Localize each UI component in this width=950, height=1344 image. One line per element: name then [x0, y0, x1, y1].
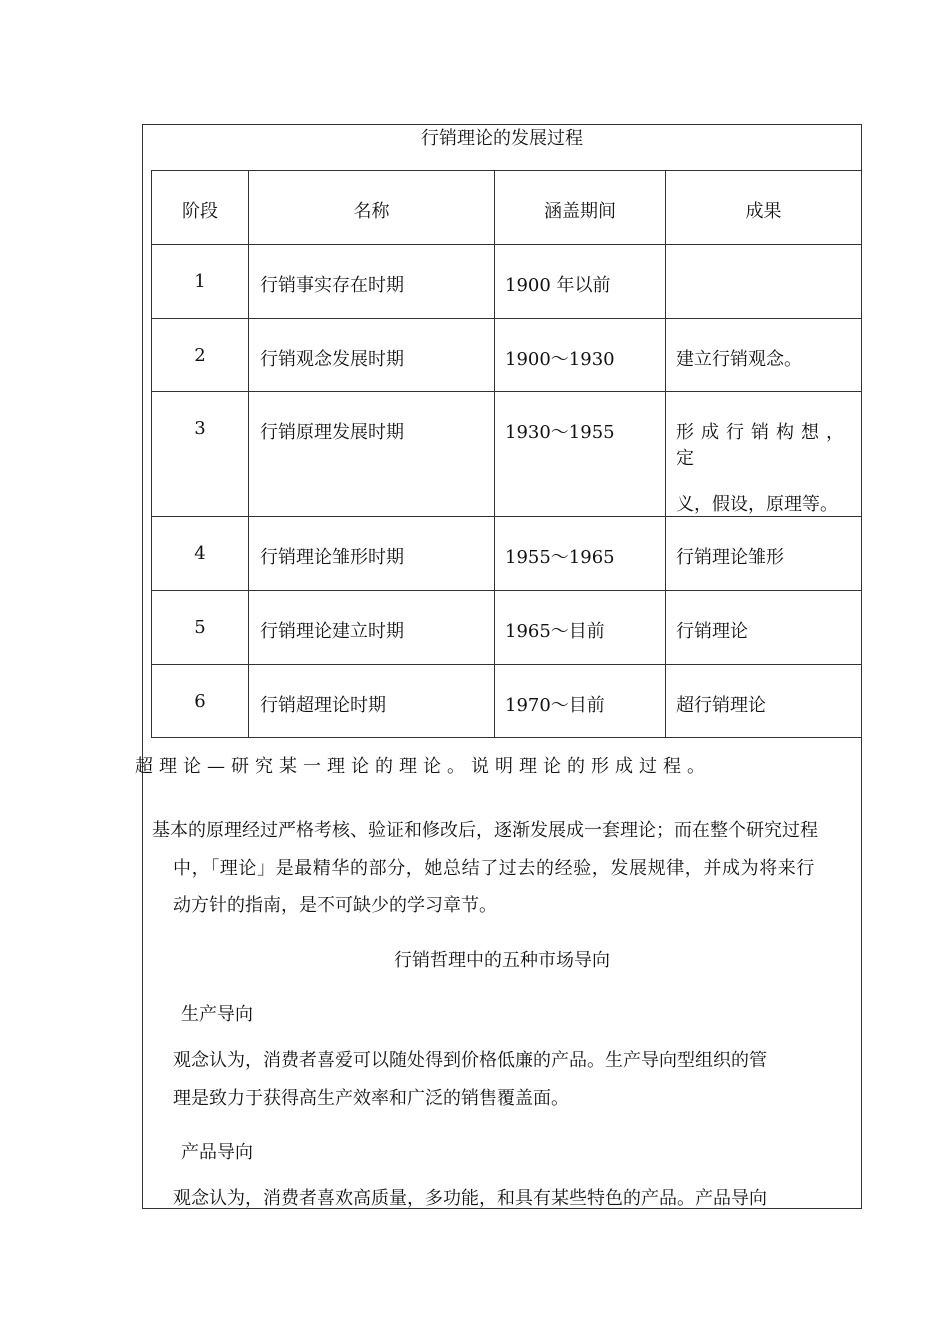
production-heading: 生产导向	[181, 1004, 253, 1025]
table-row	[152, 319, 862, 392]
production-line-2: 理是致力于获得高生产效率和广泛的销售覆盖面。	[173, 1088, 569, 1109]
table-header-row	[152, 171, 862, 245]
stage-cell: 3	[194, 418, 206, 439]
period-cell: 1970～目前	[505, 695, 605, 716]
header-name: 名称	[353, 201, 390, 222]
stage-cell: 4	[194, 543, 206, 564]
table-row	[152, 591, 862, 665]
table-row	[152, 517, 862, 591]
name-cell: 行销原理发展时期	[260, 422, 404, 443]
result-cell: 行销理论	[676, 621, 748, 642]
product-heading: 产品导向	[181, 1142, 253, 1163]
paragraph-line-2: 中，「理论」是最精华的部分，她总结了过去的经验，发展规律，并成为将来行	[173, 858, 815, 879]
table-row	[152, 245, 862, 319]
name-cell: 行销事实存在时期	[260, 275, 404, 296]
result-line-2: 义，假设，原理等。	[676, 494, 838, 515]
header-period: 涵盖期间	[544, 201, 616, 222]
stage-cell: 2	[194, 345, 206, 366]
stage-cell: 5	[194, 617, 206, 638]
result-cell: 超行销理论	[676, 695, 766, 716]
table-row	[152, 392, 862, 517]
table-title: 行销理论的发展过程	[421, 128, 583, 149]
section-title: 行销哲理中的五种市场导向	[394, 950, 610, 971]
header-stage: 阶段	[182, 201, 218, 222]
period-cell: 1955～1965	[505, 547, 615, 568]
paragraph-line-3: 动方针的指南，是不可缺少的学习章节。	[173, 895, 497, 916]
table-row	[152, 665, 862, 738]
period-cell: 1900～1930	[505, 349, 615, 370]
period-cell: 1930～1955	[505, 422, 615, 443]
result-cell	[666, 245, 861, 271]
name-cell: 行销理论建立时期	[260, 621, 404, 642]
header-result: 成果	[745, 201, 782, 222]
name-cell: 行销理论雏形时期	[260, 547, 404, 568]
stage-cell: 6	[194, 691, 206, 712]
name-cell: 行销超理论时期	[260, 695, 386, 716]
name-cell: 行销观念发展时期	[260, 349, 404, 370]
result-cell	[666, 392, 861, 516]
period-cell: 1900 年以前	[505, 275, 611, 296]
development-table	[151, 170, 862, 738]
period-cell: 1965～目前	[505, 621, 605, 642]
stage-cell: 1	[194, 271, 206, 292]
meta-theory-line: 超理论—研究某一理论的理论。说明理论的形成过程。	[135, 756, 711, 777]
paragraph-line-1: 基本的原理经过严格考核、验证和修改后，逐渐发展成一套理论；而在整个研究过程	[152, 820, 818, 841]
result-cell: 行销理论雏形	[676, 547, 784, 568]
production-line-1: 观念认为，消费者喜爱可以随处得到价格低廉的产品。生产导向型组织的管	[173, 1050, 767, 1071]
result-cell: 建立行销观念。	[676, 349, 802, 370]
result-line-1: 形成行销构想，定	[676, 422, 851, 469]
product-line-1: 观念认为，消费者喜欢高质量，多功能，和具有某些特色的产品。产品导向	[173, 1188, 767, 1209]
